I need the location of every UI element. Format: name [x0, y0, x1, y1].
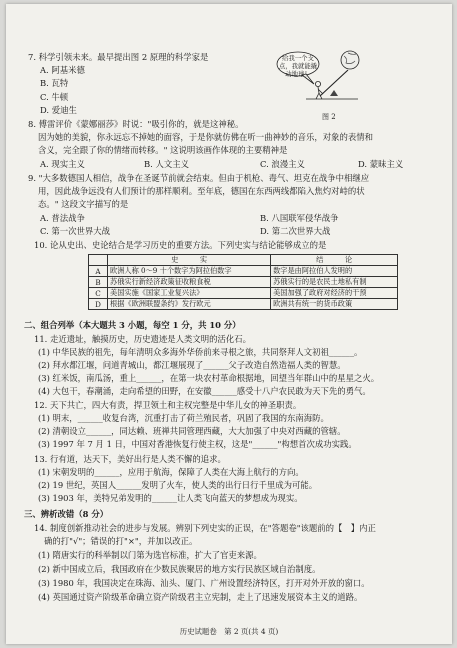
row-fact: 根据《欧洲联盟条约》发行欧元 — [108, 299, 271, 310]
earth-globe-icon — [341, 51, 359, 69]
q7-stem: 7. 科学引领未来。最早提出图 2 原理的科学家是 — [28, 52, 209, 62]
q8-option-c: C. 浪漫主义 — [260, 159, 305, 169]
q7-option-a: A. 阿基米德 — [40, 65, 85, 75]
q9-line3: 态。" 这段文字描写的是 — [38, 199, 129, 209]
q8-line3: 含义，完全跟了你的情绪而转移。" 这说明该画作体现的主要精神是 — [38, 145, 288, 155]
q12-item-1: (1) 明末，______收复台湾，沉重打击了荷兰殖民者，巩固了我国的东南海防。 — [38, 413, 329, 423]
q11-item-4: (4) 大包干，春潮涌，走向希望的田野，在安徽______感受十八户农民敢为天下先的勇气。 — [38, 386, 371, 396]
row-fact: 美国实施《国家工业复兴法》 — [108, 288, 271, 299]
q8-option-b: B. 人文主义 — [144, 159, 189, 169]
row-key: A — [89, 266, 108, 277]
q12-item-2: (2) 清朝设立______，同达赖、班禅共同管理西藏，大大加强了中央对西藏的管辖。 — [38, 426, 346, 436]
q13-stem: 13. 行有道，达天下，美好出行是人类不懈的追求。 — [34, 454, 226, 464]
q10-table — [88, 254, 398, 310]
row-key: D — [89, 299, 108, 310]
header-conclusion: 结 论 — [271, 255, 398, 266]
q8-option-d: D. 蒙昧主义 — [358, 159, 404, 169]
q9-option-a: A. 普法战争 — [40, 213, 85, 223]
q13-item-3: (3) 1903 年，美特兄弟发明的______让人类飞向蓝天的梦想成为现实。 — [38, 493, 303, 503]
q9-line1: 9. "大多数德国人相信，战争在圣诞节前就会结束。但由于机枪、毒气、坦克在战争中相继应 — [28, 173, 370, 183]
q14-item-1: (1) 隋唐实行的科举制以门第为选官标准，扩大了官吏来源。 — [38, 550, 262, 560]
q11-stem: 11. 走近遗址，触摸历史，历史遗迹是人类文明的活化石。 — [34, 334, 251, 344]
q11-item-1: (1) 中华民族的祖先，每年清明众多海外华侨前来寻根之旅，共同祭拜人文初祖______。 — [38, 347, 363, 357]
q13-item-2: (2) 19 世纪，英国人______发明了火车，使人类的出行日行千里成为可能。 — [38, 480, 318, 490]
header-fact: 史 实 — [108, 255, 271, 266]
q14-line1: 14. 制度创新推动社会的进步与发展。辨别下列史实的正误，在"答题卷"该题前的【 】内正 — [34, 523, 376, 533]
table-row — [89, 277, 398, 288]
q7-option-b: B. 瓦特 — [40, 78, 69, 88]
figure-caption: 图 2 — [322, 113, 336, 121]
section3-title: 三、辨析改错（8 分） — [24, 509, 109, 519]
row-key: C — [89, 288, 108, 299]
row-key: B — [89, 277, 108, 288]
q13-item-1: (1) 宋朝发明的______，应用于航海，保障了人类在大海上航行的方向。 — [38, 467, 304, 477]
q8-line2: 因为她的美貌，你永远忘不掉她的面容，于是你就仿佛在听一曲神妙的音乐，对象的表情和 — [38, 132, 373, 142]
q9-option-b: B. 八国联军侵华战争 — [260, 213, 339, 223]
table-row — [89, 266, 398, 277]
q9-option-c: C. 第一次世界大战 — [40, 226, 111, 236]
exam-page — [6, 4, 452, 644]
section2-title: 二、组合列举（本大题共 3 小题，每空 1 分，共 10 分） — [24, 320, 241, 330]
q8-stem: 8. 傅雷评价《蒙娜丽莎》时说："吸引你的，就是这神秘。 — [28, 119, 244, 129]
q14-line2: 确的打"√"；错误的打"×"，并加以改正。 — [44, 536, 198, 546]
table-header-row — [89, 255, 398, 266]
table-row — [89, 299, 398, 310]
q9-option-d: D. 第二次世界大战 — [260, 226, 331, 236]
row-fact: 欧洲人称 0～9 十个数字为阿拉伯数字 — [108, 266, 271, 277]
figure-speech-text: 给我一个支点，我就能撬动地球！ — [278, 54, 318, 78]
q9-line2: 用，因此战争远没有人们预计的那样顺利。至年底，德国在东西两线都陷入焦灼对峙的状 — [38, 186, 365, 196]
q7-option-c: C. 牛顿 — [40, 92, 69, 102]
q10-stem: 10. 论从史出、史论结合是学习历史的重要方法。下列史实与结论能够成立的是 — [34, 240, 327, 250]
table-row — [89, 288, 398, 299]
q11-item-2: (2) 拜水都江堰，问道青城山，都江堰展现了______父子改造自然造福人类的智慧。 — [38, 360, 346, 370]
row-conclusion: 苏俄实行的是农民土地私有制 — [271, 277, 398, 288]
row-conclusion: 美国加强了政府对经济的干预 — [271, 288, 398, 299]
q14-item-4: (4) 英国通过资产阶级革命确立资产阶级君主立宪制，走上了迅速发展资本主义的道路。 — [38, 592, 363, 602]
q14-item-3: (3) 1980 年，我国决定在珠海、汕头、厦门、广州设置经济特区，打开对外开放的窗口。 — [38, 578, 370, 588]
q11-item-3: (3) 红米饭，南瓜汤，重上______，在第一块农村革命根据地，回望当年群山中的星星之火。 — [38, 373, 380, 383]
q7-option-d: D. 爱迪生 — [40, 105, 77, 115]
row-conclusion: 欧洲共有统一的货币政策 — [271, 299, 398, 310]
row-fact: 苏俄实行新经济政策征收粮食税 — [108, 277, 271, 288]
q12-stem: 12. 天下共亡，四大有责，捍卫领土和主权完整是中华儿女的神圣职责。 — [34, 400, 302, 410]
q14-item-2: (2) 新中国成立后，我国政府在少数民族聚居的地方实行民族区域自治制度。 — [38, 564, 321, 574]
row-conclusion: 数字是由阿拉伯人发明的 — [271, 266, 398, 277]
q12-item-3: (3) 1997 年 7 月 1 日，中国对香港恢复行使主权，这是"______"构想首次成功实践。 — [38, 439, 357, 449]
page-footer: 历史试题卷 第 2 页(共 4 页) — [179, 627, 279, 636]
q8-option-a: A. 现实主义 — [40, 159, 85, 169]
